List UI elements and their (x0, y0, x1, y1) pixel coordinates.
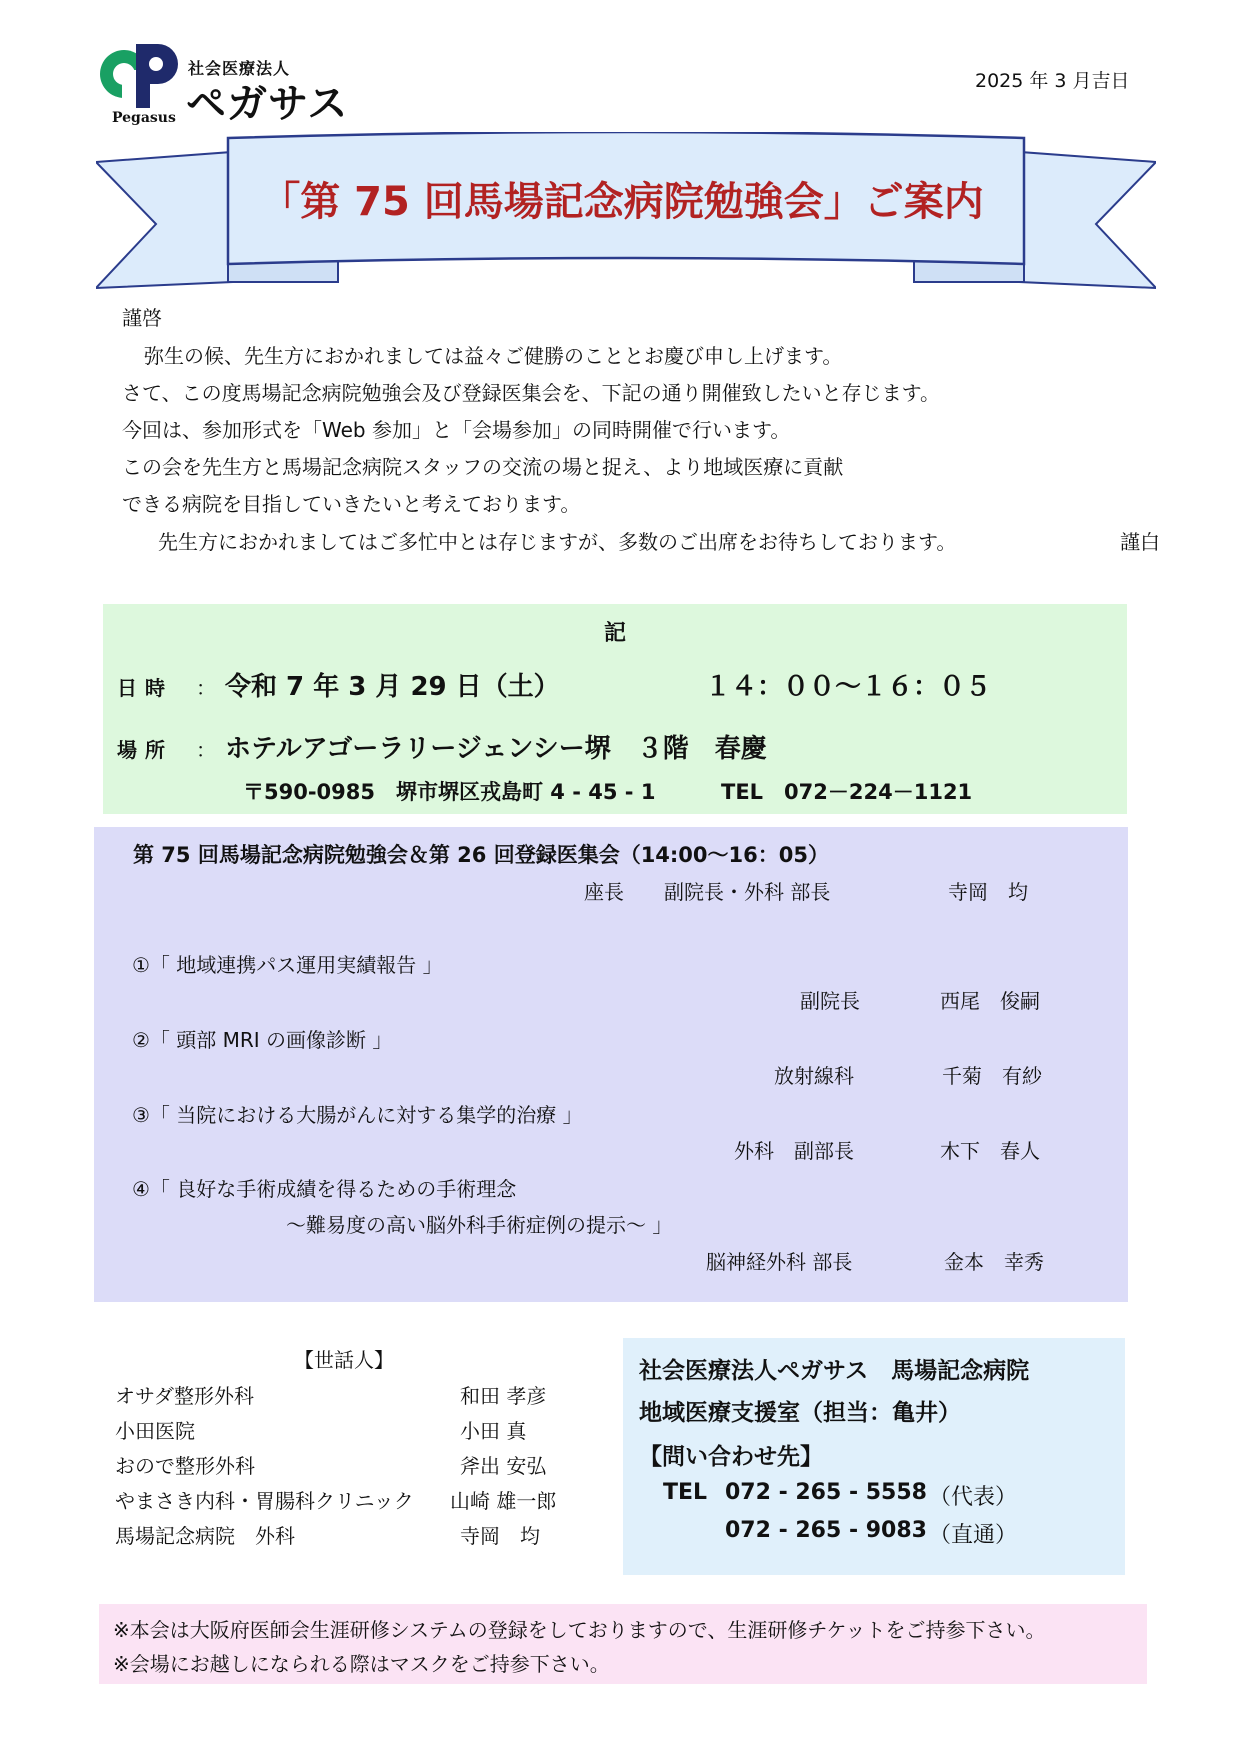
organizer-name: 斧出 安弘 (460, 1454, 547, 1478)
contact-tel-direct-note: （直通） (929, 1523, 1018, 1548)
organizer-name: 山崎 雄一郎 (450, 1489, 557, 1513)
contact-heading: 【問い合わせ先】 (639, 1444, 823, 1470)
organizer-clinic: おので整形外科 (115, 1454, 255, 1478)
letter-line: 先生方におかれましてはご多忙中とは存じますが、多数のご出席をお待ちしております。 (158, 530, 957, 554)
contact-tel-label: TEL (663, 1480, 708, 1505)
talk-speaker-name: 金本 幸秀 (944, 1250, 1044, 1274)
document-date: 2025 年 3 月吉日 (975, 70, 1130, 92)
organizers-heading: 【世話人】 (294, 1348, 394, 1372)
letter-line: 弥生の候、先生方におかれましては益々ご健勝のこととお慶び申し上げます。 (144, 344, 843, 368)
contact-tel-main: 072 - 265 - 5558 (725, 1480, 927, 1505)
notes-box (99, 1604, 1147, 1684)
organizer-name: 和田 孝彦 (460, 1384, 547, 1408)
place-label: 場所 (117, 738, 173, 762)
talk-title: ①「 地域連携パス運用実績報告 」 (132, 953, 443, 977)
address: 〒590-0985 堺市堺区戎島町 4 - 45 - 1 (243, 780, 656, 804)
contact-box (623, 1338, 1125, 1575)
talk-subtitle: 〜難易度の高い脳外科手術症例の提示〜 」 (286, 1213, 673, 1237)
talk-title: ④「 良好な手術成績を得るための手術理念 (132, 1177, 517, 1201)
organizer-clinic: 小田医院 (115, 1419, 195, 1443)
program-title: 第 75 回馬場記念病院勉強会＆第 26 回登録医集会（14:00〜16：05） (133, 843, 829, 867)
letter-line: 今回は、参加形式を「Web 参加」と「会場参加」の同時開催で行います。 (122, 418, 791, 442)
talk-speaker-role: 外科 副部長 (734, 1139, 854, 1163)
organizer-clinic: オサダ整形外科 (115, 1384, 254, 1408)
ki-heading: 記 (603, 621, 626, 646)
place-value: ホテルアゴーラリージェンシー堺 ３階 春慶 (225, 734, 767, 764)
letter-line: できる病院を目指していきたいと考えております。 (122, 492, 581, 516)
place-colon: ： (196, 738, 216, 762)
talk-speaker-name: 木下 春人 (940, 1139, 1040, 1163)
contact-tel-direct: 072 - 265 - 9083 (725, 1518, 927, 1543)
organizer-name: 小田 真 (460, 1419, 527, 1443)
contact-organization: 社会医療法人ペガサス 馬場記念病院 (639, 1358, 1030, 1384)
logo-corp-label: 社会医療法人 (188, 59, 291, 78)
talk-speaker-role: 脳神経外科 部長 (706, 1250, 853, 1274)
contact-department: 地域医療支援室（担当：亀井） (639, 1400, 961, 1426)
note-line: ※本会は大阪府医師会生涯研修システムの登録をしておりますので、生涯研修チケットをご持参下さい。 (113, 1618, 1046, 1642)
pegasus-logo-icon (98, 40, 182, 110)
logo-english-name: Pegasus (112, 110, 176, 126)
page-title: 「第 75 回馬場記念病院勉強会」ご案内 (260, 179, 984, 225)
letter-line: この会を先生方と馬場記念病院スタッフの交流の場と捉え、より地域医療に貢献 (122, 455, 844, 479)
organizer-name: 寺岡 均 (460, 1524, 540, 1548)
organizer-clinic: 馬場記念病院 外科 (115, 1524, 295, 1548)
venue-tel: TEL 072－224－1121 (721, 780, 973, 804)
letter-opening: 謹啓 (122, 306, 162, 330)
talk-speaker-name: 千菊 有紗 (942, 1064, 1042, 1088)
chair-role: 座長 副院長・外科 部長 (584, 880, 831, 904)
note-line: ※会場にお越しになられる際はマスクをご持参下さい。 (113, 1652, 610, 1676)
talk-title: ③「 当院における大腸がんに対する集学的治療 」 (132, 1103, 583, 1127)
contact-tel-main-note: （代表） (929, 1485, 1018, 1510)
letter-line: さて、この度馬場記念病院勉強会及び登録医集会を、下記の通り開催致したいと存じます。 (122, 381, 940, 405)
talk-speaker-role: 副院長 (800, 989, 860, 1013)
chair-name: 寺岡 均 (948, 880, 1028, 904)
letter-closing: 謹白 (1120, 530, 1160, 554)
talk-speaker-role: 放射線科 (774, 1064, 854, 1088)
event-info-box (103, 604, 1127, 814)
logo-name: ペガサス (186, 81, 349, 127)
date-label: 日時 (117, 676, 173, 700)
date-colon: ： (196, 676, 216, 700)
date-value: 令和 7 年 3 月 29 日（土） (225, 672, 560, 702)
program-box (94, 827, 1128, 1302)
talk-speaker-name: 西尾 俊嗣 (940, 989, 1040, 1013)
talk-title: ②「 頭部 MRI の画像診断 」 (132, 1028, 393, 1052)
organizer-clinic: やまさき内科・胃腸科クリニック (115, 1489, 414, 1513)
time-value: １４：００〜１６：０５ (705, 672, 992, 702)
